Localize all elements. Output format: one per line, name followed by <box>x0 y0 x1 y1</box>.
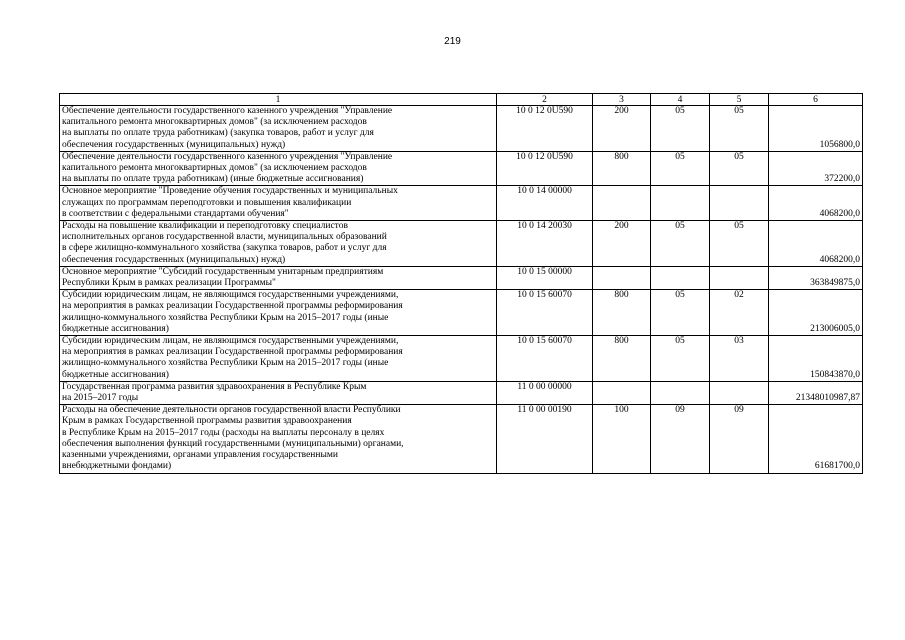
row-target-article: 10 0 14 20030 <box>497 221 593 267</box>
row-target-article: 10 0 14 00000 <box>497 186 593 221</box>
page-number: 219 <box>444 36 461 47</box>
column-header: 5 <box>710 94 769 106</box>
row-expense-type <box>593 381 651 404</box>
row-amount: 150843870,0 <box>769 336 863 382</box>
row-target-article: 10 0 15 60070 <box>497 290 593 336</box>
row-subsection: 03 <box>710 336 769 382</box>
table-row <box>60 381 863 404</box>
row-subsection: 02 <box>710 290 769 336</box>
row-subsection: 09 <box>710 405 769 473</box>
row-expense-type <box>593 266 651 289</box>
table-row <box>60 405 863 473</box>
row-amount: 213006005,0 <box>769 290 863 336</box>
row-amount: 372200,0 <box>769 151 863 186</box>
column-header: 2 <box>497 94 593 106</box>
row-description: Государственная программа развития здравоохранения в Республике Крым на 2015–2017 годы <box>60 381 497 404</box>
row-section <box>651 186 710 221</box>
row-subsection: 05 <box>710 151 769 186</box>
row-target-article: 10 0 15 60070 <box>497 336 593 382</box>
row-expense-type: 200 <box>593 106 651 152</box>
row-expense-type: 800 <box>593 336 651 382</box>
row-amount: 1056800,0 <box>769 106 863 152</box>
column-header: 3 <box>593 94 651 106</box>
table-row <box>60 151 863 186</box>
row-expense-type: 800 <box>593 151 651 186</box>
row-expense-type: 200 <box>593 221 651 267</box>
row-target-article: 10 0 12 0U590 <box>497 151 593 186</box>
row-amount: 4068200,0 <box>769 186 863 221</box>
row-description: Обеспечение деятельности государственного казенного учреждения "Управление капитального ремонта многоквартирных домов" (за исключением расходов на выплаты по оплате труда работникам) (закупка товаров, работ и услуг для обеспечения государственных (муниципальных) нужд) <box>60 106 497 152</box>
row-section: 05 <box>651 290 710 336</box>
row-subsection <box>710 186 769 221</box>
row-section: 05 <box>651 336 710 382</box>
budget-table <box>59 93 863 474</box>
row-amount: 61681700,0 <box>769 405 863 473</box>
row-amount: 4068200,0 <box>769 221 863 267</box>
row-section: 09 <box>651 405 710 473</box>
table-row <box>60 290 863 336</box>
row-description: Субсидии юридическим лицам, не являющимся государственными учреждениями, на мероприятия в рамках реализации Государственной программы реформирования жилищно-коммунального хозяйства Республики Крым на 2015–2017 годы (иные бюджетные ассигнования) <box>60 336 497 382</box>
row-subsection: 05 <box>710 221 769 267</box>
table-row <box>60 186 863 221</box>
row-subsection <box>710 266 769 289</box>
column-header: 4 <box>651 94 710 106</box>
row-section: 05 <box>651 221 710 267</box>
row-section: 05 <box>651 106 710 152</box>
row-amount: 363849875,0 <box>769 266 863 289</box>
row-expense-type <box>593 186 651 221</box>
row-description: Основное мероприятие "Субсидий государственным унитарным предприятиям Республики Крым в рамках реализации Программы" <box>60 266 497 289</box>
row-description: Расходы на повышение квалификации и переподготовку специалистов исполнительных органов государственной власти, муниципальных образований в сфере жилищно-коммунального хозяйства (закупка товаров, работ и услуг для обеспечения государственных (муниципальных) нужд) <box>60 221 497 267</box>
table-row <box>60 266 863 289</box>
row-section <box>651 381 710 404</box>
table-row <box>60 336 863 382</box>
table-header-row <box>60 94 863 106</box>
table-row <box>60 106 863 152</box>
row-description: Обеспечение деятельности государственного казенного учреждения "Управление капитального ремонта многоквартирных домов" (за исключением расходов на выплаты по оплате труда работникам) (иные бюджетные ассигнования) <box>60 151 497 186</box>
row-description: Расходы на обеспечение деятельности органов государственной власти Республики Крым в рамках Государственной программы развития здравоохранения в Республике Крым на 2015–2017 годы (расходы на выплаты персоналу в целях обеспечения выполнения функций государственными (муниципальными) органами, казенными учреждениями, органами управления государственными внебюджетными фондами) <box>60 405 497 473</box>
row-target-article: 10 0 15 00000 <box>497 266 593 289</box>
row-target-article: 10 0 12 0U590 <box>497 106 593 152</box>
row-target-article: 11 0 00 00000 <box>497 381 593 404</box>
column-header: 6 <box>769 94 863 106</box>
row-amount: 21348010987,87 <box>769 381 863 404</box>
row-expense-type: 100 <box>593 405 651 473</box>
row-expense-type: 800 <box>593 290 651 336</box>
row-section: 05 <box>651 151 710 186</box>
column-header: 1 <box>60 94 497 106</box>
row-subsection: 05 <box>710 106 769 152</box>
table-row <box>60 221 863 267</box>
row-section <box>651 266 710 289</box>
row-description: Субсидии юридическим лицам, не являющимся государственными учреждениями, на мероприятия в рамках реализации Государственной программы реформирования жилищно-коммунального хозяйства Республики Крым на 2015–2017 годы (иные бюджетные ассигнования) <box>60 290 497 336</box>
row-subsection <box>710 381 769 404</box>
row-description: Основное мероприятие "Проведение обучения государственных и муниципальных служащих по программам переподготовки и повышения квалификации в соответствии с федеральными стандартами обучения" <box>60 186 497 221</box>
row-target-article: 11 0 00 00190 <box>497 405 593 473</box>
